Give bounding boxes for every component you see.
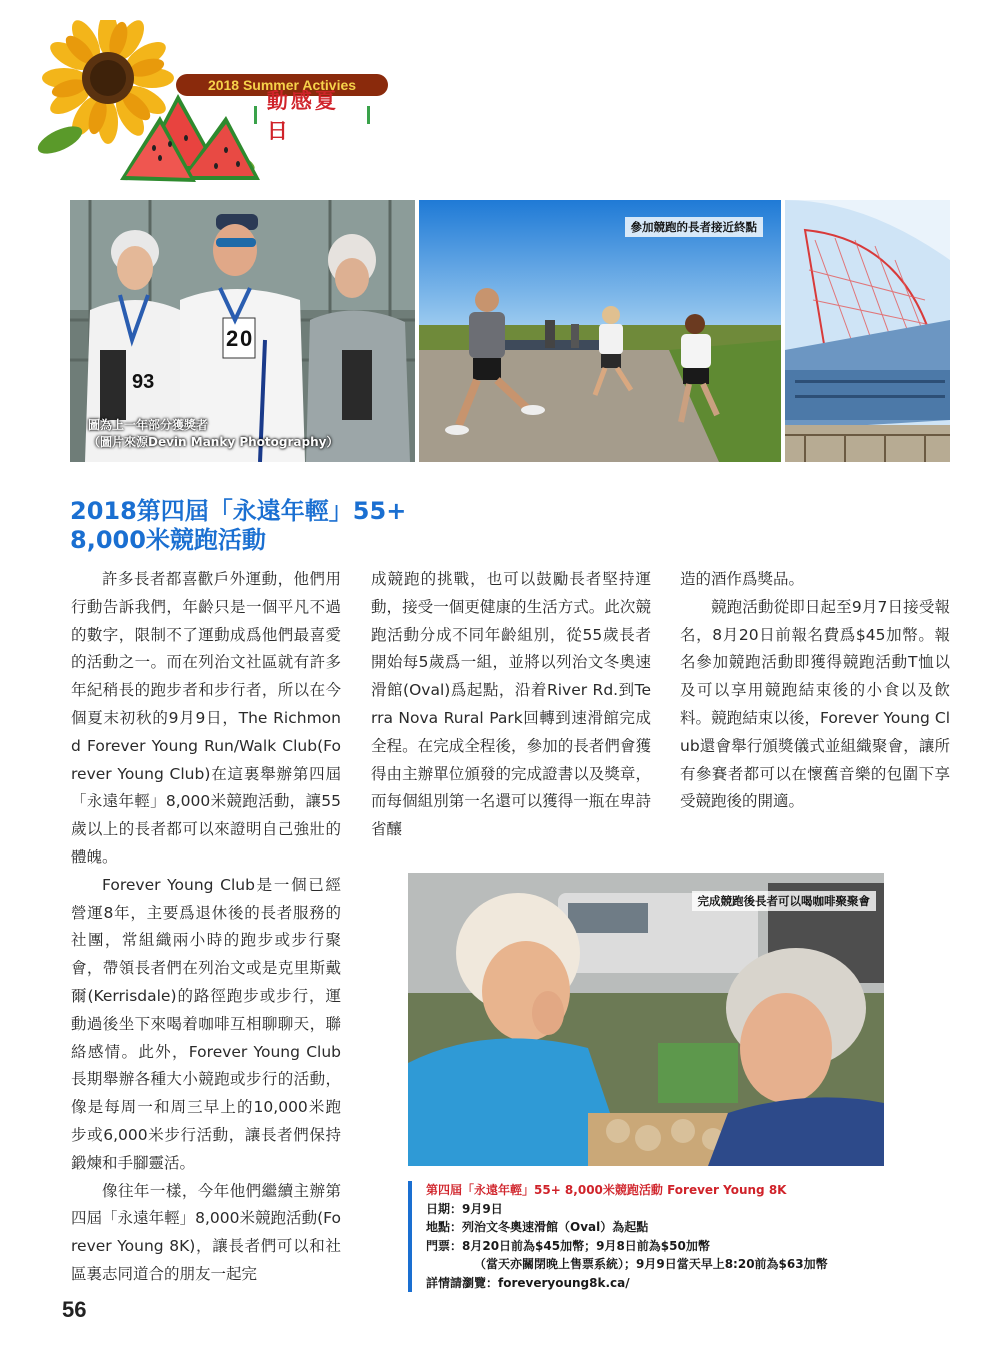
photo-caption-line2: （圖片來源Devin Manky Photography）: [88, 435, 339, 449]
article-title-line1: 2018第四屆「永遠年輕」55+: [70, 497, 407, 525]
article-paragraph: 成競跑的挑戰，也可以鼓勵長者堅持運動，接受一個更健康的生活方式。此次競跑活動分成不同年齡組別，從55歲長者開始每5歲爲一組，並將以列治文冬奧速滑館(Oval)爲起點，沿着River Rd.到Terra Nova Rural Park回轉到速滑館完成全程。在完成全程後，參加的長者們會獲得由主辦單位頒發的完成證書以及獎章，而每個組別第一名還可以獲得一瓶在卑詩省釀: [371, 570, 651, 839]
photo-coffee-gathering: [408, 873, 884, 1166]
photo-award-winners: [70, 200, 415, 462]
article-paragraph: 造的酒作爲獎品。: [680, 570, 805, 588]
article-title-line2: 8,000米競跑活動: [70, 526, 266, 554]
article-paragraph: 許多長者都喜歡戶外運動，他們用行動告訴我們，年齡只是一個平凡不過的數字，限制不了運動成爲他們最喜愛的活動之一。而在列治文社區就有許多年紀稍長的跑步者和步行者，所以在今個夏末初秋的9月9日，The Richmond Forever Young Run/Walk Club(Forever Young Club)在這裏舉辦第四屆「永遠年輕」8,000米競跑活動，讓55歲以上的長者都可以來證明自己強壯的體魄。: [71, 570, 341, 866]
article-column-1: [71, 566, 341, 1289]
photo-caption: 參加競跑的長者接近終點: [625, 217, 764, 237]
article-column-3: [680, 566, 950, 816]
photo-caption: 完成競跑後長者可以喝咖啡聚聚會: [692, 891, 877, 911]
section-subtitle: [244, 89, 380, 143]
article-paragraph: Forever Young Club是一個已經營運8年，主要爲退休後的長者服務的社團，常組織兩小時的跑步或步行聚會，帶領長者們在列治文或是克里斯戴爾(Kerrisdale)的路徑跑步或步行，運動過後坐下來喝着咖啡互相聊聊天，聯絡感情。此外，Forever Young Club長期舉辦各種大小競跑或步行的活動，像是每周一和周三早上的10,000米跑步或6,000米步行活動，讓長者們保持鍛煉和手腳靈活。: [71, 875, 341, 1172]
sunflower-watermelon-icon: [20, 20, 270, 190]
photo-caption-line1: 圖為上一年部分獲獎者: [88, 418, 209, 432]
event-info-heading: 第四屆「永遠年輕」55+ 8,000米競跑活動 Forever Young 8K: [426, 1183, 787, 1197]
divider: [254, 106, 257, 124]
event-info-details: 詳情請瀏覽：foreveryoung8k.ca/: [426, 1275, 630, 1290]
photo-caption: [88, 417, 338, 451]
event-info-tickets: 門票：8月20日前為$45加幣；9月8日前為$50加幣: [426, 1238, 710, 1253]
article-paragraph: 像往年一樣，今年他們繼續主辦第四屆「永遠年輕」8,000米競跑活動(Forever Young 8K)，讓長者們可以和社區裏志同道合的朋友一起完: [71, 1181, 341, 1283]
article-column-2: [371, 566, 651, 844]
event-info-box: [408, 1181, 906, 1292]
photo-oval-building: [785, 200, 950, 462]
event-info-date: 日期：9月9日: [426, 1201, 503, 1216]
bib-number-0: 0: [240, 326, 253, 351]
event-info-venue: 地點：列治文冬奧速滑館（Oval）為起點: [426, 1220, 649, 1234]
section-banner: 2018 Summer Activies: [176, 74, 388, 96]
article-title: [70, 497, 406, 555]
section-header: [20, 20, 380, 190]
divider: [367, 106, 370, 124]
bib-number-93: 93: [132, 371, 155, 393]
page-number: 56: [62, 1297, 87, 1322]
bib-number-2: 2: [226, 326, 239, 351]
event-info-tickets-cont: （當天亦關閉晚上售票系統）；9月9日當天早上8:20前為$63加幣: [474, 1257, 828, 1271]
section-subtitle-text: 動感夏日: [266, 89, 339, 143]
photo-runners: [419, 200, 781, 462]
runners-image: [419, 200, 781, 462]
oval-building-image: [785, 200, 950, 462]
coffee-gathering-image: [408, 873, 884, 1166]
article-paragraph: 競跑活動從即日起至9月7日接受報名，8月20日前報名費爲$45加幣。報名參加競跑活動即獲得競跑活動T恤以及可以享用競跑結束後的小食以及飲料。競跑結束以後，Forever Young Club還會舉行頒獎儀式並組織聚會，讓所有參賽者都可以在懷舊音樂的包圍下享受競跑後的開適。: [680, 597, 950, 811]
